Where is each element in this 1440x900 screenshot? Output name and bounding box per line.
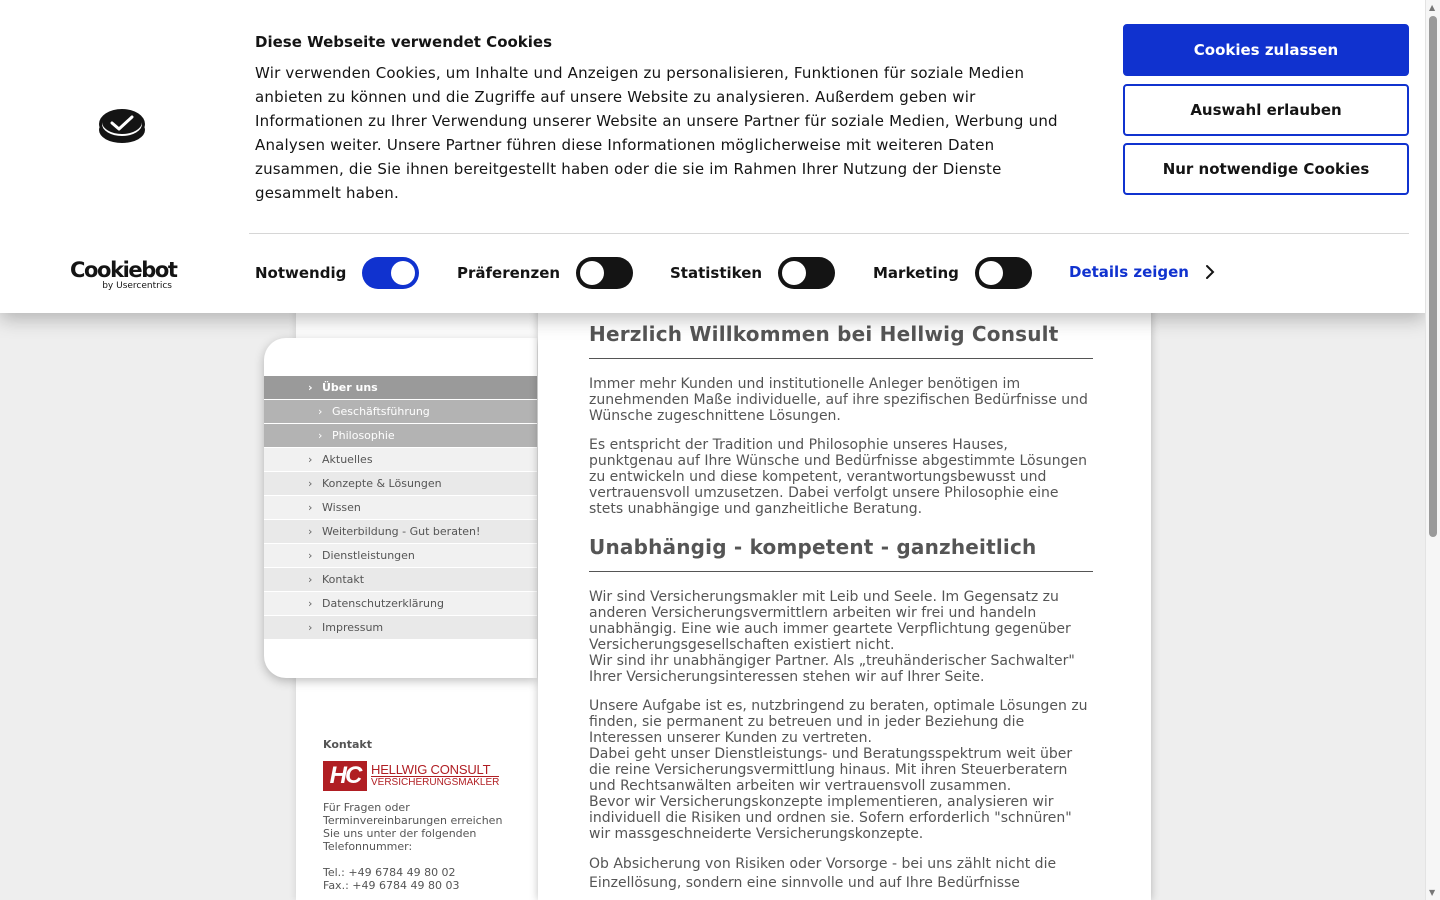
logo-name: HELLWIG CONSULT bbox=[371, 761, 491, 777]
nav-item-philosophie[interactable] bbox=[264, 424, 537, 448]
cookie-banner-text: Wir verwenden Cookies, um Inhalte und Anzeigen zu personalisieren, Funktionen für soziale Medien anbieten zu können und die Zugriffe auf unsere Website zu analysieren. Außerdem geben wir Informationen zu Ihrer Verwendung unserer Website an unsere Partner für soziale Medien, Werbung und Analysen weiter. Unsere Partner führen diese Informationen möglicherweise mit weiteren Daten zusammen, die Sie ihnen bereitgestellt haben oder die sie im Rahmen Ihrer Nutzung der Dienste gesammelt haben. bbox=[255, 64, 1058, 202]
toggle-preferences[interactable] bbox=[576, 257, 633, 289]
toggle-knob bbox=[580, 261, 604, 285]
cookiebot-brand-sub: by Usercentrics bbox=[102, 281, 172, 291]
nav-item-kontakt[interactable] bbox=[264, 568, 537, 592]
chevron-right-icon: › bbox=[318, 429, 323, 442]
nav-item-label: Wissen bbox=[322, 501, 361, 514]
cookie-banner-divider bbox=[249, 233, 1409, 234]
broker-text-1: Wir sind Versicherungsmakler mit Leib und Seele. Im Gegensatz zu anderen Versicherungsvermittlern arbeiten wir frei und handeln unabhängig. Eine wie auch immer geartete Verpflichtung gegenüber Versicherungsgesellschaften existiert nicht. bbox=[589, 589, 1071, 653]
toggle-label-preferences: Präferenzen bbox=[457, 264, 561, 282]
chevron-right-icon: › bbox=[308, 597, 313, 610]
nav-item-label: Über uns bbox=[322, 381, 378, 394]
toggle-knob bbox=[782, 261, 806, 285]
nav-item-label: Philosophie bbox=[332, 429, 395, 442]
toggle-marketing[interactable] bbox=[975, 257, 1032, 289]
toggle-label-marketing: Marketing bbox=[873, 264, 959, 282]
chevron-right-icon: › bbox=[308, 453, 313, 466]
nav-item-datenschutz[interactable] bbox=[264, 592, 537, 616]
broker-text-2: Wir sind ihr unabhängiger Partner. Als „treuhänderischer Sachwalter" Ihrer Versicherungsinteressen stehen wir auf Ihrer Seite. bbox=[589, 653, 1075, 685]
scrollbar-thumb[interactable] bbox=[1429, 16, 1437, 537]
cookie-logo-icon bbox=[99, 108, 145, 144]
toggle-group-statistics bbox=[670, 257, 835, 289]
cookiebot-brand-logo[interactable] bbox=[70, 258, 177, 291]
nav-item-weiterbildung[interactable] bbox=[264, 520, 537, 544]
accept-all-cookies-button[interactable]: Cookies zulassen bbox=[1123, 24, 1409, 76]
nav-item-label: Weiterbildung - Gut beraten! bbox=[322, 525, 481, 538]
chevron-right-icon: › bbox=[308, 477, 313, 490]
nav-item-label: Datenschutzerklärung bbox=[322, 597, 444, 610]
necessary-cookies-only-button[interactable]: Nur notwendige Cookies bbox=[1123, 143, 1409, 195]
toggle-knob bbox=[391, 261, 415, 285]
toggle-knob bbox=[979, 261, 1003, 285]
main-navigation bbox=[264, 376, 537, 640]
chevron-right-icon: › bbox=[308, 501, 313, 514]
nav-item-label: Konzepte & Lösungen bbox=[322, 477, 442, 490]
nav-item-label: Aktuelles bbox=[322, 453, 373, 466]
toggle-group-preferences bbox=[457, 257, 633, 289]
page-scrollbar[interactable] bbox=[1425, 0, 1440, 900]
toggle-statistics[interactable] bbox=[778, 257, 835, 289]
logo-mark: HC bbox=[323, 761, 367, 791]
mission-text-3: Bevor wir Versicherungskonzepte implementieren, analysieren wir individuell die Risiken und ordnen sie. Sofern erforderlich "schnüren" wir massgeschneiderte Versicherungskonzepte. bbox=[589, 794, 1072, 842]
scroll-up-arrow-icon[interactable]: ▲ bbox=[1429, 3, 1436, 12]
contact-fax: Fax.: +49 6784 49 80 03 bbox=[323, 879, 460, 892]
show-details-link[interactable] bbox=[1069, 263, 1217, 281]
broker-paragraph bbox=[589, 589, 1093, 685]
section-heading: Unabhängig - kompetent - ganzheitlich bbox=[589, 535, 1093, 572]
logo-text bbox=[371, 761, 500, 789]
toggle-group-necessary bbox=[255, 257, 419, 289]
toggle-necessary[interactable] bbox=[362, 257, 419, 289]
contact-phone: Tel.: +49 6784 49 80 02 bbox=[323, 866, 456, 879]
chevron-right-icon: › bbox=[308, 525, 313, 538]
chevron-right-icon: › bbox=[308, 381, 313, 394]
nav-item-label: Dienstleistungen bbox=[322, 549, 415, 562]
cookiebot-brand-name: Cookiebot bbox=[70, 258, 177, 282]
chevron-right-icon: › bbox=[318, 405, 323, 418]
chevron-right-icon: › bbox=[308, 621, 313, 634]
nav-item-geschaeftsfuehrung[interactable] bbox=[264, 400, 537, 424]
logo-subtitle: VERSICHERUNGSMAKLER bbox=[371, 776, 500, 788]
contact-title: Kontakt bbox=[323, 738, 372, 751]
nav-item-wissen[interactable] bbox=[264, 496, 537, 520]
nav-item-dienstleistungen[interactable] bbox=[264, 544, 537, 568]
cookie-banner-title: Diese Webseite verwendet Cookies bbox=[255, 33, 553, 51]
nav-item-label: Impressum bbox=[322, 621, 384, 634]
navigation-box bbox=[264, 338, 537, 678]
allow-selection-button[interactable]: Auswahl erlauben bbox=[1123, 84, 1409, 136]
closing-paragraph: Ob Absicherung von Risiken oder Vorsorge - bei uns zählt nicht die Einzellösung, sondern eine sinnvolle und auf Ihre Bedürfnisse bbox=[589, 856, 1057, 891]
chevron-right-icon bbox=[1203, 263, 1217, 281]
chevron-right-icon: › bbox=[308, 549, 313, 562]
mission-text-1: Unsere Aufgabe ist es, nutzbringend zu beraten, optimale Lösungen zu finden, sie permanent zu betreuen und in jeder Beziehung die Interessen unserer Kunden zu vertreten. bbox=[589, 698, 1088, 746]
intro-paragraph: Immer mehr Kunden und institutionelle Anleger benötigen im zunehmenden Maße individuelle, auf ihre spezifischen Bedürfnisse und Wünsche zugeschnittene Lösungen. bbox=[589, 376, 1088, 424]
contact-box bbox=[323, 738, 503, 892]
page-title: Herzlich Willkommen bei Hellwig Consult bbox=[589, 322, 1093, 359]
mission-paragraph bbox=[589, 698, 1093, 842]
toggle-label-necessary: Notwendig bbox=[255, 264, 347, 282]
company-logo[interactable] bbox=[323, 761, 503, 791]
nav-item-impressum[interactable] bbox=[264, 616, 537, 640]
show-details-label: Details zeigen bbox=[1069, 263, 1189, 281]
nav-item-konzepte[interactable] bbox=[264, 472, 537, 496]
mission-text-2: Dabei geht unser Dienstleistungs- und Beratungsspektrum weit über die reine Versicherungsvermittlung hinaus. Mit ihren Steuerberatern und Rechtsanwälten arbeiten wir vertrauensvoll zusammen. bbox=[589, 746, 1073, 794]
toggle-group-marketing bbox=[873, 257, 1032, 289]
main-content bbox=[589, 322, 1093, 900]
toggle-label-statistics: Statistiken bbox=[670, 264, 763, 282]
chevron-right-icon: › bbox=[308, 573, 313, 586]
nav-item-ueber-uns[interactable] bbox=[264, 376, 537, 400]
nav-item-label: Kontakt bbox=[322, 573, 365, 586]
nav-item-aktuelles[interactable] bbox=[264, 448, 537, 472]
philosophy-paragraph: Es entspricht der Tradition und Philosophie unseres Hauses, punktgenau auf Ihre Wünsche und Bedürfnisse abgestimmte Lösungen zu entwickeln und diese kompetent, verantwortungsbewusst und vertrauensvoll umzusetzen. Dabei verfolgt unsere Philosophie eine stets unabhängige und ganzheitliche Beratung. bbox=[589, 437, 1088, 517]
nav-item-label: Geschäftsführung bbox=[332, 405, 430, 418]
cookie-consent-banner bbox=[0, 0, 1425, 313]
contact-text: Für Fragen oder Terminvereinbarungen erreichen Sie uns unter der folgenden Telefonnummer: bbox=[323, 801, 503, 853]
scroll-down-arrow-icon[interactable]: ▼ bbox=[1429, 888, 1436, 897]
